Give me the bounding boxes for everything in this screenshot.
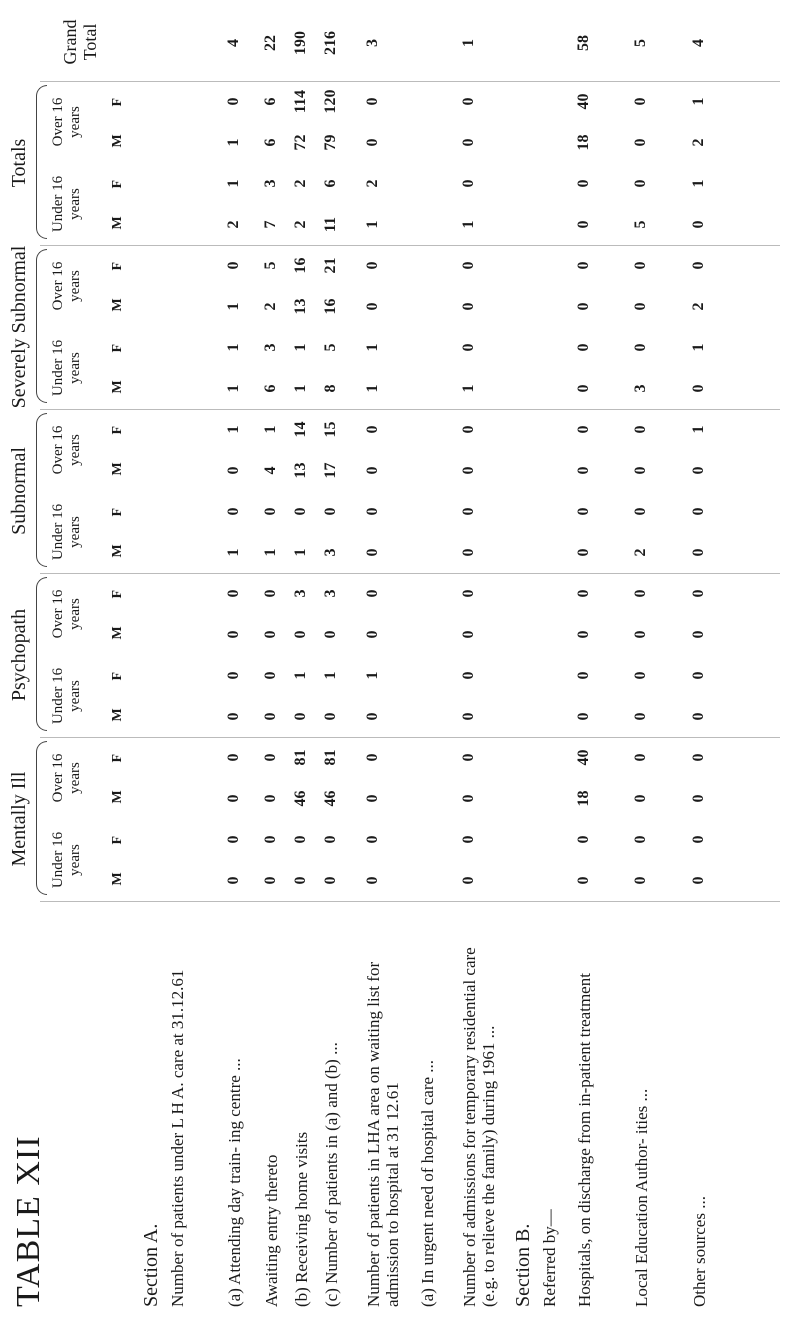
- table-cell: 0: [262, 794, 279, 803]
- table-cell: 0: [225, 466, 242, 475]
- group-header-subnormal: Subnormal: [8, 447, 30, 535]
- table-cell: 0: [225, 753, 242, 762]
- table-cell: 0: [632, 425, 649, 434]
- table-cell: 0: [575, 179, 592, 188]
- table-cell: 0: [292, 835, 309, 844]
- male-header: M: [110, 708, 125, 722]
- table-cell: 0: [460, 302, 477, 311]
- table-cell: 0: [690, 876, 707, 885]
- table-cell: 0: [364, 466, 381, 475]
- table-cell: 11: [322, 216, 339, 233]
- table-cell: 120: [322, 89, 339, 114]
- table-cell: 0: [690, 794, 707, 803]
- group-header-mentally-ill: Mentally Ill: [8, 771, 30, 867]
- female-header: F: [110, 671, 125, 681]
- table-cell: 3: [262, 343, 279, 352]
- table-cell: 0: [460, 671, 477, 680]
- grand-total-cell: 216: [322, 31, 339, 55]
- subgroup-header-over: Over 16 years: [50, 425, 83, 475]
- table-cell: 0: [364, 712, 381, 721]
- male-header: M: [110, 626, 125, 640]
- table-cell: 0: [225, 794, 242, 803]
- table-cell: 0: [632, 712, 649, 721]
- subgroup-header-over: Over 16 years: [50, 753, 83, 803]
- table-cell: 0: [262, 507, 279, 516]
- row-label-patients-under-lha-care: Number of patients under L H A. care at 31.12.61: [168, 969, 187, 1307]
- grand-total-cell: 22: [262, 35, 279, 51]
- table-cell: 0: [690, 507, 707, 516]
- table-cell: 0: [575, 507, 592, 516]
- table-cell: 0: [225, 589, 242, 598]
- table-cell: 0: [575, 671, 592, 680]
- group-brace: [36, 249, 47, 403]
- table-cell: 0: [690, 753, 707, 762]
- subgroup-header-over: Over 16 years: [50, 589, 83, 639]
- table-cell: 0: [632, 671, 649, 680]
- male-header: M: [110, 544, 125, 558]
- male-header: M: [110, 216, 125, 230]
- table-cell: 0: [632, 835, 649, 844]
- table-cell: 0: [460, 138, 477, 147]
- row-label-waiting-list-admission: Number of patients in LHA area on waiting list for admission to hospital at 31 12.61: [364, 961, 402, 1307]
- grand-total-cell: 190: [292, 31, 309, 55]
- table-cell: 1: [225, 302, 242, 311]
- male-header: M: [110, 872, 125, 886]
- table-cell: 0: [690, 384, 707, 393]
- table-cell: 46: [322, 790, 339, 807]
- grand-total-cell: 4: [690, 39, 707, 47]
- table-cell: 0: [364, 753, 381, 762]
- table-cell: 0: [460, 179, 477, 188]
- table-cell: 1: [364, 671, 381, 680]
- male-header: M: [110, 790, 125, 804]
- column-divider: [40, 573, 780, 574]
- table-cell: 0: [632, 302, 649, 311]
- table-cell: 0: [262, 589, 279, 598]
- grand-total-cell: 1: [460, 39, 477, 47]
- table-cell: 46: [292, 790, 309, 807]
- table-cell: 0: [632, 97, 649, 106]
- table-cell: 0: [292, 630, 309, 639]
- table-cell: 0: [364, 261, 381, 270]
- table-cell: 1: [225, 425, 242, 434]
- group-header-psychopath: Psychopath: [8, 608, 30, 702]
- table-cell: 0: [460, 712, 477, 721]
- table-cell: 0: [460, 548, 477, 557]
- table-cell: 81: [322, 749, 339, 766]
- table-title: TABLE XII: [10, 1135, 47, 1307]
- table-cell: 8: [322, 384, 339, 393]
- table-cell: 2: [690, 302, 707, 311]
- table-cell: 2: [292, 220, 309, 229]
- table-cell: 1: [690, 343, 707, 352]
- table-cell: 0: [690, 261, 707, 270]
- table-cell: 0: [460, 794, 477, 803]
- table-cell: 2: [632, 548, 649, 557]
- table-cell: 0: [225, 876, 242, 885]
- table-cell: 1: [292, 671, 309, 680]
- male-header: M: [110, 462, 125, 476]
- table-cell: 0: [322, 835, 339, 844]
- table-cell: 1: [322, 671, 339, 680]
- table-cell: 0: [225, 671, 242, 680]
- table-cell: 3: [322, 589, 339, 598]
- table-cell: 0: [292, 507, 309, 516]
- row-label-receiving-home-visits: (b) Receiving home visits: [292, 1131, 311, 1307]
- table-cell: 1: [225, 384, 242, 393]
- female-header: F: [110, 507, 125, 517]
- table-cell: 1: [690, 179, 707, 188]
- table-cell: 0: [690, 671, 707, 680]
- table-cell: 0: [690, 220, 707, 229]
- subgroup-header-under: Under 16 years: [50, 831, 83, 889]
- row-label-urgent-need: (a) In urgent need of hospital care ...: [418, 1059, 437, 1307]
- table-cell: 0: [225, 835, 242, 844]
- table-cell: 0: [575, 630, 592, 639]
- table-cell: 1: [364, 384, 381, 393]
- section-a-label: Section A.: [140, 1223, 162, 1307]
- table-cell: 0: [364, 138, 381, 147]
- row-label-referred-other: Other sources ...: [690, 1196, 709, 1307]
- female-header: F: [110, 425, 125, 435]
- table-cell: 0: [364, 97, 381, 106]
- female-header: F: [110, 261, 125, 271]
- table-cell: 13: [292, 298, 309, 315]
- table-cell: 18: [575, 134, 592, 151]
- table-cell: 15: [322, 421, 339, 438]
- subgroup-header-under: Under 16 years: [50, 667, 83, 725]
- table-cell: 3: [262, 179, 279, 188]
- column-divider: [40, 81, 780, 82]
- table-cell: 0: [460, 589, 477, 598]
- table-cell: 0: [364, 876, 381, 885]
- group-brace: [36, 413, 47, 567]
- grand-total-cell: 58: [575, 35, 592, 51]
- table-cell: 0: [632, 343, 649, 352]
- table-cell: 0: [460, 97, 477, 106]
- table-cell: 0: [575, 835, 592, 844]
- table-cell: 0: [690, 712, 707, 721]
- table-cell: 0: [225, 261, 242, 270]
- table-cell: 0: [575, 589, 592, 598]
- row-label-attending-day-training-centre: (a) Attending day train- ing centre ...: [225, 1058, 244, 1307]
- table-cell: 0: [225, 97, 242, 106]
- row-label-temporary-residential-care: Number of admissions for temporary residential care (e.g. to relieve the family) during 1961 ...: [460, 947, 498, 1307]
- table-cell: 3: [292, 589, 309, 598]
- grand-total-cell: 4: [225, 39, 242, 47]
- table-cell: 0: [364, 794, 381, 803]
- table-cell: 16: [322, 298, 339, 315]
- table-cell: 7: [262, 220, 279, 229]
- table-cell: 5: [262, 261, 279, 270]
- table-cell: 0: [292, 876, 309, 885]
- table-cell: 40: [575, 749, 592, 766]
- group-header-totals: Totals: [8, 138, 30, 188]
- table-cell: 1: [460, 220, 477, 229]
- table-cell: 1: [262, 425, 279, 434]
- table-cell: 16: [292, 257, 309, 274]
- table-cell: 0: [262, 712, 279, 721]
- female-header: F: [110, 753, 125, 763]
- table-cell: 114: [292, 89, 309, 114]
- table-cell: 0: [575, 466, 592, 475]
- table-cell: 2: [262, 302, 279, 311]
- subgroup-header-under: Under 16 years: [50, 339, 83, 397]
- table-cell: 0: [262, 876, 279, 885]
- table-cell: 0: [632, 138, 649, 147]
- table-cell: 0: [690, 589, 707, 598]
- table-cell: 0: [322, 507, 339, 516]
- table-cell: 81: [292, 749, 309, 766]
- table-cell: 0: [460, 466, 477, 475]
- table-cell: 0: [632, 466, 649, 475]
- row-label-awaiting-entry: Awaiting entry thereto: [262, 1154, 281, 1307]
- female-header: F: [110, 835, 125, 845]
- table-cell: 6: [262, 97, 279, 106]
- table-cell: 0: [460, 876, 477, 885]
- table-cell: 40: [575, 93, 592, 110]
- table-cell: 4: [262, 466, 279, 475]
- table-cell: 0: [460, 261, 477, 270]
- table-cell: 0: [364, 589, 381, 598]
- table-cell: 72: [292, 134, 309, 151]
- table-cell: 0: [575, 384, 592, 393]
- column-divider: [40, 245, 780, 246]
- table-cell: 0: [364, 507, 381, 516]
- row-label-patients-in-a-and-b: (c) Number of patients in (a) and (b) ...: [322, 1042, 341, 1307]
- subgroup-header-over: Over 16 years: [50, 97, 83, 147]
- table-cell: 0: [364, 835, 381, 844]
- female-header: F: [110, 589, 125, 599]
- table-cell: 6: [322, 179, 339, 188]
- column-divider: [40, 737, 780, 738]
- table-cell: 0: [632, 261, 649, 270]
- table-cell: 0: [632, 794, 649, 803]
- table-cell: 6: [262, 138, 279, 147]
- group-brace: [36, 741, 47, 895]
- table-cell: 0: [575, 220, 592, 229]
- table-cell: 0: [690, 548, 707, 557]
- table-cell: 0: [575, 261, 592, 270]
- table-cell: 0: [292, 712, 309, 721]
- table-cell: 13: [292, 462, 309, 479]
- table-cell: 0: [575, 548, 592, 557]
- table-cell: 0: [460, 425, 477, 434]
- section-b-label: Section B.: [512, 1223, 534, 1307]
- table-cell: 0: [575, 302, 592, 311]
- table-cell: 5: [322, 343, 339, 352]
- female-header: F: [110, 343, 125, 353]
- table-cell: 1: [225, 343, 242, 352]
- table-cell: 1: [690, 425, 707, 434]
- table-cell: 1: [262, 548, 279, 557]
- table-cell: 0: [632, 876, 649, 885]
- table-cell: 0: [632, 630, 649, 639]
- row-label-referred-hospitals: Hospitals, on discharge from in-patient treatment: [575, 973, 594, 1307]
- table-cell: 0: [364, 425, 381, 434]
- table-cell: 0: [575, 876, 592, 885]
- male-header: M: [110, 298, 125, 312]
- grand-total-cell: 3: [364, 39, 381, 47]
- table-cell: 0: [262, 671, 279, 680]
- table-cell: 14: [292, 421, 309, 438]
- table-cell: 1: [690, 97, 707, 106]
- table-cell: 0: [262, 630, 279, 639]
- table-cell: 2: [225, 220, 242, 229]
- table-cell: 1: [364, 343, 381, 352]
- subgroup-header-over: Over 16 years: [50, 261, 83, 311]
- table-cell: 0: [460, 630, 477, 639]
- table-cell: 0: [632, 507, 649, 516]
- table-cell: 0: [225, 630, 242, 639]
- table-cell: 2: [292, 179, 309, 188]
- column-divider: [40, 409, 780, 410]
- table-cell: 1: [292, 343, 309, 352]
- table-cell: 1: [225, 548, 242, 557]
- subgroup-header-under: Under 16 years: [50, 503, 83, 561]
- table-cell: 0: [364, 630, 381, 639]
- table-cell: 79: [322, 134, 339, 151]
- table-cell: 0: [322, 876, 339, 885]
- table-cell: 0: [632, 179, 649, 188]
- table-cell: 1: [364, 220, 381, 229]
- table-cell: 3: [322, 548, 339, 557]
- table-cell: 1: [225, 179, 242, 188]
- grand-total-cell: 5: [632, 39, 649, 47]
- table-cell: 0: [632, 589, 649, 598]
- table-cell: 0: [690, 630, 707, 639]
- table-cell: 0: [632, 753, 649, 762]
- grand-total-header: Grand Total: [60, 19, 100, 65]
- table-cell: 2: [690, 138, 707, 147]
- table-cell: 0: [575, 425, 592, 434]
- table-cell: 0: [690, 466, 707, 475]
- table-cell: 1: [292, 384, 309, 393]
- male-header: M: [110, 134, 125, 148]
- table-cell: 0: [575, 712, 592, 721]
- table-cell: 0: [322, 630, 339, 639]
- male-header: M: [110, 380, 125, 394]
- table-cell: 5: [632, 220, 649, 229]
- table-cell: 0: [322, 712, 339, 721]
- table-cell: 0: [364, 548, 381, 557]
- group-brace: [36, 577, 47, 731]
- row-label-referred-lea: Local Education Author- ities ...: [632, 1088, 651, 1307]
- table-cell: 2: [364, 179, 381, 188]
- group-brace: [36, 85, 47, 239]
- table-cell: 18: [575, 790, 592, 807]
- group-header-severely-subnormal: Severely Subnormal: [8, 245, 30, 409]
- table-cell: 17: [322, 462, 339, 479]
- table-cell: 0: [460, 835, 477, 844]
- table-cell: 0: [460, 343, 477, 352]
- table-cell: 0: [225, 712, 242, 721]
- table-cell: 1: [225, 138, 242, 147]
- table-cell: 0: [460, 753, 477, 762]
- column-divider: [40, 901, 780, 902]
- table-cell: 0: [225, 507, 242, 516]
- table-cell: 0: [575, 343, 592, 352]
- subgroup-header-under: Under 16 years: [50, 175, 83, 233]
- table-cell: 0: [460, 507, 477, 516]
- table-cell: 3: [632, 384, 649, 393]
- table-cell: 0: [262, 835, 279, 844]
- table-cell: 0: [262, 753, 279, 762]
- table-cell: 1: [292, 548, 309, 557]
- table-cell: 21: [322, 257, 339, 274]
- table-cell: 0: [364, 302, 381, 311]
- female-header: F: [110, 97, 125, 107]
- row-label-referred-by: Referred by—: [540, 1209, 559, 1307]
- table-cell: 1: [460, 384, 477, 393]
- table-cell: 6: [262, 384, 279, 393]
- table-cell: 0: [690, 835, 707, 844]
- female-header: F: [110, 179, 125, 189]
